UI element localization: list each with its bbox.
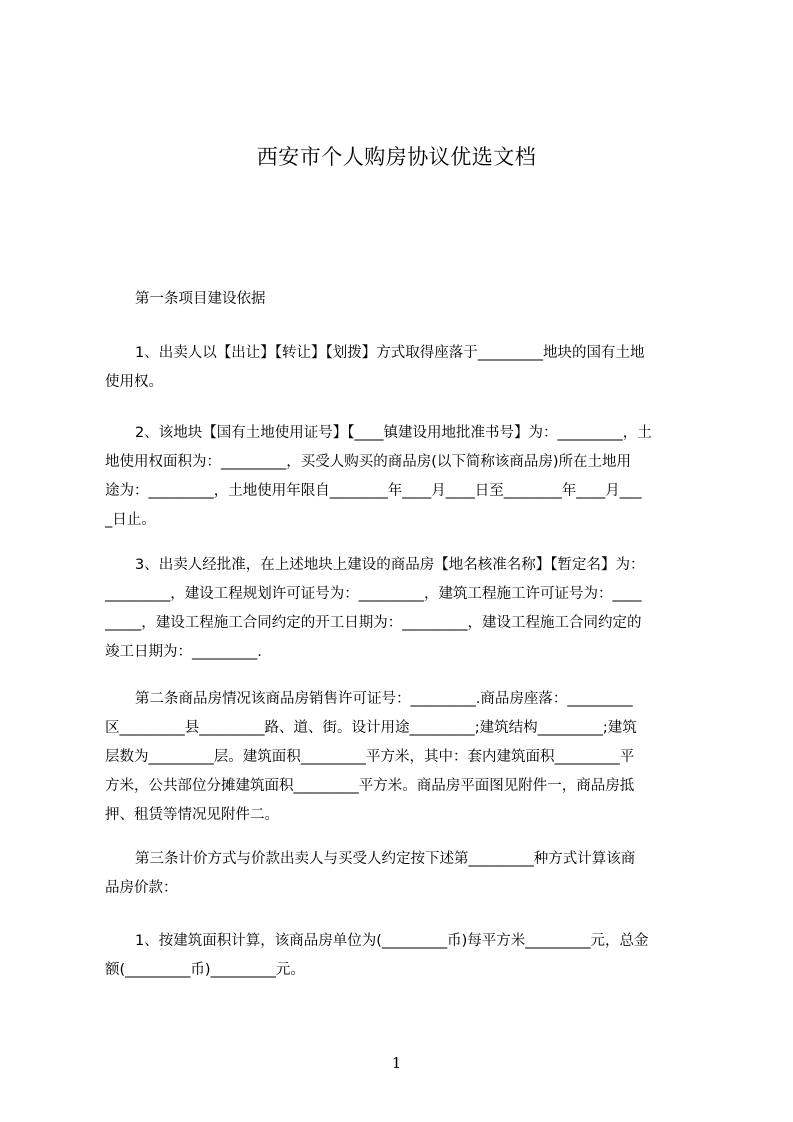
article-1-item-1 — [105, 339, 705, 397]
text-line: 使用权。 — [105, 374, 163, 390]
text-line: 层数为_________层。建筑面积_________平方米，其中：套内建筑面积_________平 — [105, 749, 635, 765]
article-3-item-1 — [105, 927, 705, 985]
text-line: 3、出卖人经批准，在上述地块上建设的商品房【地名核准名称】【暂定名】为： — [135, 557, 645, 573]
text-line: _____，建设工程施工合同约定的开工日期为：_________，建设工程施工合同约定的 — [105, 615, 642, 631]
article-1-heading — [105, 285, 705, 314]
page-number: 1 — [391, 1054, 402, 1072]
text-line: 方米，公共部位分摊建筑面积_________平方米。商品房平面图见附件一，商品房抵 — [105, 778, 635, 794]
text-line: 区_________县_________路、道、街。设计用途_________;建筑结构_________;建筑 — [105, 720, 637, 736]
text-line: 第二条商品房情况该商品房销售许可证号：_________.商品房座落：_________ — [135, 691, 633, 707]
text-line: 1、按建筑面积计算，该商品房单位为(_________币)每平方米_________元，总金 — [135, 933, 649, 949]
text-line: _日止。 — [105, 512, 156, 528]
text-line: 额(_________币)_________元。 — [105, 962, 305, 978]
text-line: 竣工日期为：_________. — [105, 644, 262, 660]
article-2 — [105, 685, 705, 830]
article-1-item-2 — [105, 419, 705, 535]
text-line: 途为：_________，土地使用年限自________年____月____日至________年____月___ — [105, 483, 642, 499]
text-line: 第一条项目建设依据 — [135, 291, 266, 307]
article-1-item-3 — [105, 551, 705, 667]
article-3 — [105, 845, 705, 903]
text-line: 第三条计价方式与价款出卖人与买受人约定按下述第_________种方式计算该商 — [135, 851, 636, 867]
text-line: 1、出卖人以【出让】【转让】【划拨】方式取得座落于_________地块的国有土地 — [135, 345, 645, 361]
text-line: 2、该地块【国有土地使用证号】【____镇建设用地批准书号】为：_________，土 — [135, 425, 652, 441]
text-line: 押、租赁等情况见附件二。 — [105, 807, 279, 823]
document-title: 西安市个人购房协议优选文档 — [256, 145, 537, 169]
text-line: 品房价款： — [105, 880, 178, 896]
text-line: _________，建设工程规划许可证号为：_________，建筑工程施工许可证号为：____ — [105, 586, 642, 602]
text-line: 地使用权面积为：_________，买受人购买的商品房(以下简称该商品房)所在土地用 — [105, 454, 632, 470]
